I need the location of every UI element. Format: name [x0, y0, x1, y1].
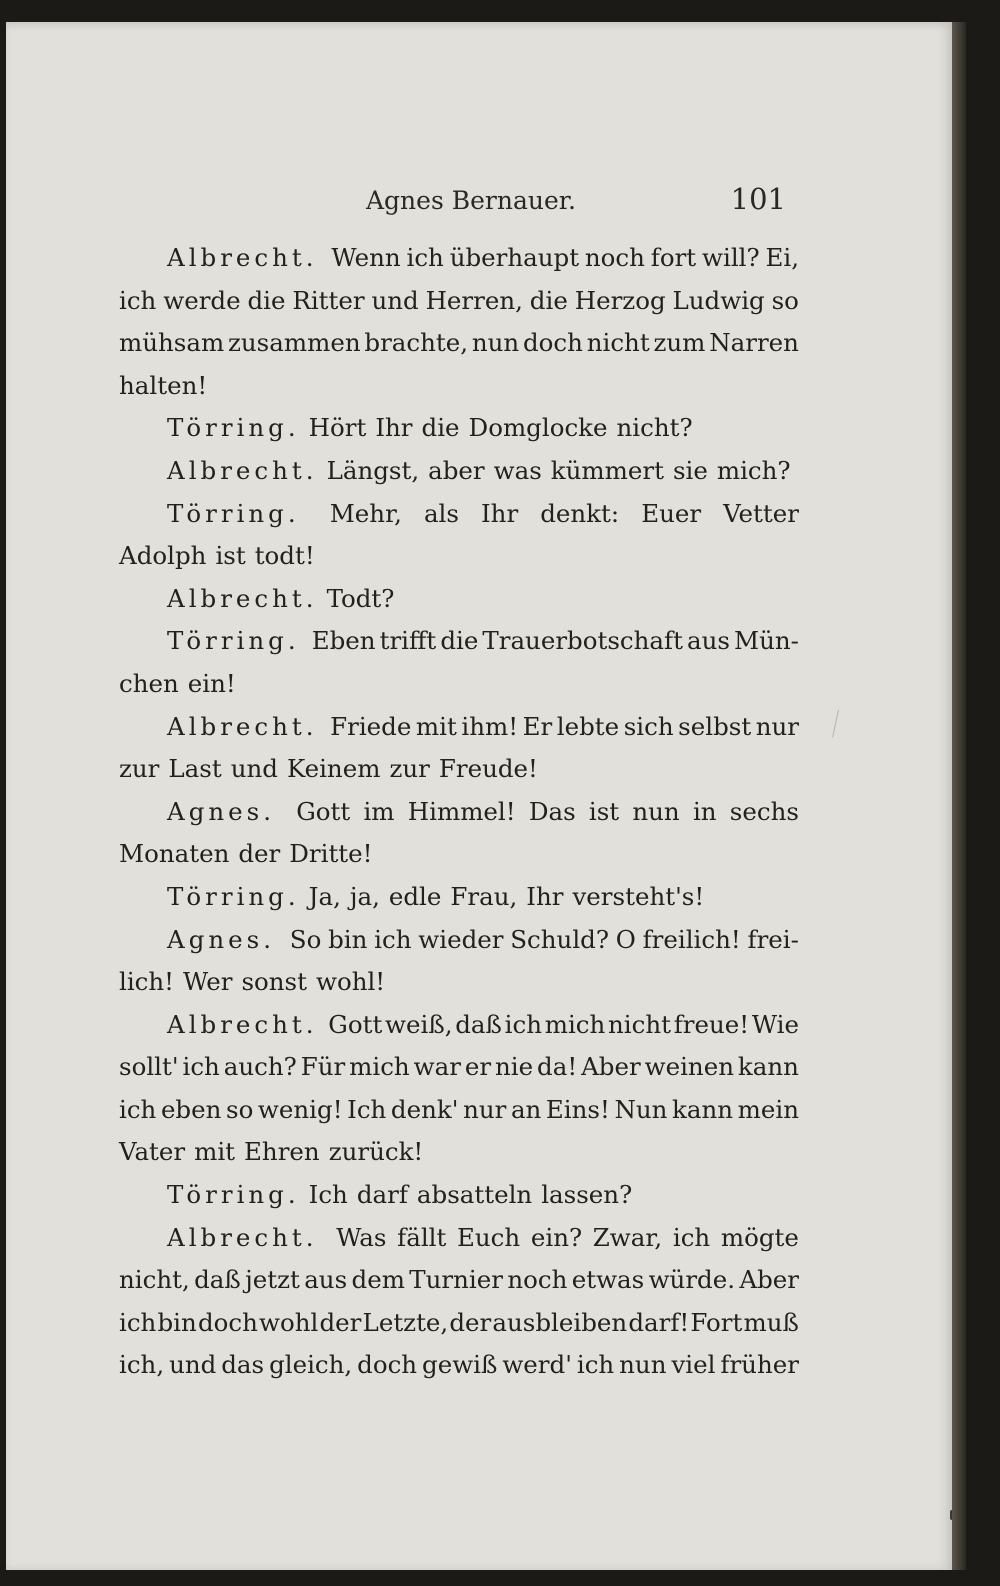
line-word: nicht? — [616, 413, 693, 443]
text-line — [119, 322, 799, 365]
line-word: mich — [349, 1052, 410, 1082]
line-word: nur — [755, 711, 799, 741]
line-word: ein! — [187, 668, 236, 698]
text-line — [119, 1089, 799, 1132]
text-line — [119, 365, 799, 408]
text-line — [119, 1131, 799, 1174]
line-word: sie — [672, 455, 708, 485]
line-word: zusammen — [228, 328, 361, 358]
line-word: Ihr — [481, 498, 519, 528]
line-word: sonst — [241, 967, 307, 997]
line-word: was — [493, 455, 542, 485]
line-word: doch — [357, 1350, 418, 1380]
line-word: kümmert — [550, 455, 664, 485]
page-edge — [952, 22, 966, 1570]
line-word: dem — [351, 1265, 405, 1295]
line-word: ich — [119, 1094, 157, 1124]
line-word: halten! — [119, 370, 208, 400]
speaker-name: Agnes. — [167, 796, 276, 826]
pencil-mark — [832, 710, 843, 738]
line-word: auch? — [223, 1052, 297, 1082]
line-word: mich — [544, 1009, 606, 1039]
line-word: Vetter — [723, 498, 799, 528]
line-word: die — [247, 285, 286, 315]
line-word: wenig! — [257, 1094, 343, 1124]
line-word: ich — [374, 924, 412, 954]
line-word: ich — [406, 243, 444, 272]
line-word: Frau, — [450, 881, 518, 911]
line-word: Mehr, — [329, 498, 402, 528]
line-word: mühsam — [119, 328, 225, 358]
line-word: nicht, — [119, 1265, 190, 1295]
text-line — [119, 876, 799, 919]
line-word: da! — [537, 1052, 578, 1082]
running-title: Agnes Bernauer. — [366, 186, 576, 215]
line-word: so — [226, 1094, 254, 1124]
line-word: mit — [415, 711, 457, 741]
line-word: Herzog — [574, 285, 666, 315]
speaker-name: Albrecht. — [167, 711, 318, 741]
text-line — [119, 1004, 799, 1047]
line-word: zur — [389, 754, 430, 784]
line-word: Last — [168, 754, 222, 784]
line-word: sich — [623, 711, 674, 741]
line-word: ist — [588, 796, 620, 826]
line-word: doch — [197, 1307, 258, 1337]
line-word: als — [423, 498, 459, 528]
line-word: chen — [119, 668, 179, 698]
line-word: die — [440, 626, 479, 656]
line-word: mit — [194, 1137, 236, 1167]
line-word: Mün- — [733, 626, 799, 656]
line-word: und — [230, 754, 278, 784]
text-line — [119, 1344, 799, 1387]
line-word: nun — [632, 796, 680, 826]
line-word: früher — [720, 1350, 799, 1380]
line-word: Turnier — [409, 1265, 503, 1295]
line-word: daß — [455, 1009, 502, 1039]
line-word: Trauerbotschaft — [482, 626, 683, 656]
speaker-name: Albrecht. — [167, 1222, 318, 1252]
line-word: Ei, — [765, 243, 799, 272]
speaker-name: Törring. — [167, 881, 300, 911]
line-word: etwas — [571, 1265, 645, 1295]
text-line — [119, 450, 799, 493]
line-word: darf! — [628, 1307, 690, 1337]
line-word: ich — [504, 1009, 542, 1039]
line-word: ist — [215, 541, 246, 571]
text-line — [119, 663, 799, 706]
text-line — [119, 706, 799, 749]
line-word: eben — [160, 1094, 222, 1124]
line-word: Ich — [347, 1094, 387, 1124]
text-line — [119, 919, 799, 962]
text-line — [119, 407, 799, 450]
running-head — [116, 182, 796, 222]
line-word: nun — [619, 1350, 667, 1380]
line-word: freue! — [673, 1009, 750, 1039]
line-word: kann — [737, 1052, 799, 1082]
line-word: lassen? — [541, 1180, 633, 1210]
line-word: sollt' — [119, 1052, 179, 1082]
line-word: werd' — [502, 1350, 572, 1380]
text-block — [119, 237, 799, 1387]
text-line — [119, 1217, 799, 1260]
line-word: lich! — [119, 967, 175, 997]
line-word: jetzt — [245, 1265, 300, 1295]
speaker-name: Törring. — [167, 413, 300, 443]
line-word: nur — [463, 1094, 507, 1124]
line-word: ich — [672, 1222, 711, 1252]
line-word: werde — [163, 285, 241, 315]
line-word: Ludwig — [672, 285, 765, 315]
line-word: daß — [194, 1265, 241, 1295]
line-word: er — [464, 1052, 492, 1082]
line-word: noch — [584, 243, 645, 272]
line-word: Wer — [183, 967, 233, 997]
text-line — [119, 237, 799, 280]
line-word: Wenn — [331, 243, 401, 272]
line-word: Aber — [739, 1265, 799, 1295]
text-line — [119, 1259, 799, 1302]
text-line — [119, 961, 799, 1004]
line-word: viel — [671, 1350, 716, 1380]
line-word: Schuld? — [510, 924, 609, 954]
line-word: Eins! — [545, 1094, 610, 1124]
line-word: der — [449, 1307, 492, 1337]
line-word: ich, — [119, 1350, 165, 1380]
line-word: der — [319, 1307, 362, 1337]
line-word: Ich — [308, 1180, 348, 1210]
line-word: zurück! — [328, 1137, 424, 1167]
line-word: bin — [328, 924, 368, 954]
line-word: sechs — [729, 796, 799, 826]
line-word: muß — [743, 1307, 799, 1337]
line-word: war — [413, 1052, 461, 1082]
line-word: versteht's! — [572, 881, 705, 911]
text-line — [119, 535, 799, 578]
text-line — [119, 748, 799, 791]
line-word: zum — [653, 328, 706, 358]
line-word: bin — [157, 1307, 197, 1337]
line-word: Wie — [751, 1009, 799, 1039]
line-word: mögte — [720, 1222, 799, 1252]
speaker-name: Törring. — [167, 626, 300, 656]
line-word: Er — [522, 711, 553, 741]
line-word: Euer — [641, 498, 702, 528]
text-line — [119, 833, 799, 876]
line-word: und — [371, 285, 419, 315]
line-word: Ihr — [526, 881, 564, 911]
line-word: ihm! — [461, 711, 519, 741]
line-word: brachte, — [364, 328, 469, 358]
line-word: nie — [495, 1052, 534, 1082]
speaker-name: Albrecht. — [167, 583, 318, 613]
line-word: darf — [356, 1180, 408, 1210]
line-word: nicht — [608, 1009, 671, 1039]
line-word: O — [615, 924, 636, 954]
speaker-name: Albrecht. — [167, 1009, 318, 1039]
line-word: ich — [119, 285, 157, 315]
line-word: Herren, — [425, 285, 523, 315]
line-word: trifft — [379, 626, 437, 656]
line-word: nun — [471, 328, 520, 358]
line-word: Letzte, — [362, 1307, 449, 1337]
line-word: kann — [672, 1094, 734, 1124]
speaker-name: Agnes. — [167, 924, 276, 954]
line-word: Domglocke — [468, 413, 608, 443]
line-word: wohl — [259, 1307, 319, 1337]
line-word: ja, — [349, 881, 380, 911]
text-line — [119, 1046, 799, 1089]
line-word: Fort — [690, 1307, 743, 1337]
line-word: wohl! — [315, 967, 386, 997]
line-word: nicht — [586, 328, 650, 358]
text-line — [119, 493, 799, 536]
line-word: und — [169, 1350, 217, 1380]
line-word: wieder — [418, 924, 504, 954]
line-word: aus — [686, 626, 730, 656]
line-word: ich — [182, 1052, 220, 1082]
line-word: der — [238, 839, 281, 869]
line-word: Ehren — [244, 1137, 320, 1167]
line-word: mich? — [716, 455, 791, 485]
line-word: das — [221, 1350, 265, 1380]
line-word: Monaten — [119, 839, 230, 869]
line-word: ich — [119, 1307, 157, 1337]
line-word: Eben — [311, 626, 376, 656]
line-word: Narren — [709, 328, 799, 358]
line-word: denk' — [390, 1094, 459, 1124]
line-word: aus — [304, 1265, 348, 1295]
text-line — [119, 791, 799, 834]
line-word: in — [692, 796, 717, 826]
line-word: Hört — [308, 413, 367, 443]
line-word: Nun — [614, 1094, 668, 1124]
line-word: an — [510, 1094, 542, 1124]
text-line — [119, 1302, 799, 1345]
line-word: weinen — [644, 1052, 734, 1082]
line-word: würde. — [648, 1265, 736, 1295]
line-word: Längst, — [326, 455, 420, 485]
text-line — [119, 578, 799, 621]
line-word: gleich, — [269, 1350, 353, 1380]
speaker-name: Albrecht. — [167, 455, 318, 485]
line-word: lebte — [556, 711, 620, 741]
line-word: im — [363, 796, 395, 826]
page-paper — [6, 22, 952, 1570]
text-line — [119, 620, 799, 663]
line-word: ich — [576, 1350, 615, 1380]
line-word: Zwar, — [592, 1222, 663, 1252]
line-word: Himmel! — [407, 796, 516, 826]
line-word: ausbleiben — [492, 1307, 628, 1337]
speaker-name: Albrecht. — [167, 243, 318, 272]
line-word: will? — [702, 243, 760, 272]
line-word: absatteln — [416, 1180, 533, 1210]
page-number: 101 — [730, 182, 786, 216]
line-word: Keinem — [286, 754, 381, 784]
line-word: Was — [336, 1222, 387, 1252]
line-word: Gott — [296, 796, 351, 826]
line-word: Vater — [119, 1137, 186, 1167]
line-word: zur — [119, 754, 160, 784]
line-word: mein — [737, 1094, 799, 1124]
line-word: Ihr — [375, 413, 413, 443]
line-word: noch — [507, 1265, 568, 1295]
line-word: edle — [388, 881, 442, 911]
text-line — [119, 280, 799, 323]
text-line — [119, 1174, 799, 1217]
line-word: doch — [522, 328, 583, 358]
line-word: freilich! — [642, 924, 741, 954]
speaker-name: Törring. — [167, 1180, 300, 1210]
line-word: die — [529, 285, 568, 315]
line-word: Ritter — [292, 285, 365, 315]
line-word: So — [289, 924, 322, 954]
line-word: die — [421, 413, 460, 443]
line-word: überhaupt — [449, 243, 580, 272]
line-word: Euch — [457, 1222, 521, 1252]
line-word: Für — [300, 1052, 346, 1082]
line-word: fort — [650, 243, 697, 272]
line-word: Freude! — [438, 754, 538, 784]
line-word: gewiß — [422, 1350, 498, 1380]
line-word: Dritte! — [289, 839, 373, 869]
line-word: so — [771, 285, 799, 315]
line-word: todt! — [254, 541, 315, 571]
line-word: weiß, — [385, 1009, 453, 1039]
line-word: denkt: — [540, 498, 620, 528]
line-word: frei- — [747, 924, 799, 954]
line-word: Aber — [581, 1052, 641, 1082]
line-word: Gott — [328, 1009, 383, 1039]
line-word: Adolph — [119, 541, 207, 571]
line-word: Friede — [330, 711, 412, 741]
line-word: Todt? — [326, 583, 395, 613]
line-word: Das — [528, 796, 576, 826]
line-word: selbst — [678, 711, 752, 741]
speaker-name: Törring. — [167, 498, 300, 528]
line-word: aber — [428, 455, 485, 485]
line-word: fällt — [397, 1222, 447, 1252]
line-word: ein? — [530, 1222, 583, 1252]
line-word: Ja, — [308, 881, 341, 911]
